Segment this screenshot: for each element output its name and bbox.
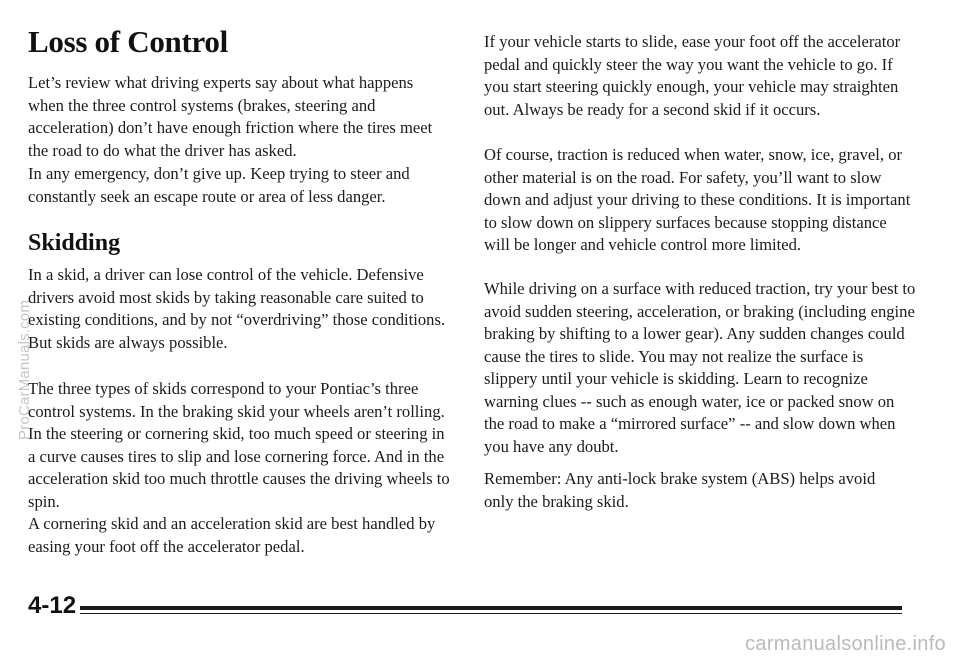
section-heading-skidding: Skidding bbox=[28, 230, 121, 256]
paragraph-review: Let’s review what driving experts say about what happens when the three control systems (brakes, steering and acceleration) don’t have enough friction where the tires meet the road to do what the driver has asked. bbox=[28, 73, 433, 160]
page-number: 4-12 bbox=[28, 592, 77, 619]
paragraph-cornering-skid: A cornering skid and an acceleration skid are best handled by easing your foot off the accelerator pedal. bbox=[28, 514, 436, 556]
paragraph-abs: Remember: Any anti-lock brake system (ABS) helps avoid only the braking skid. bbox=[484, 469, 876, 511]
footer-rule-thin bbox=[80, 613, 902, 614]
paragraph-slide: If your vehicle starts to slide, ease your foot off the accelerator pedal and quickly steer the way you want the vehicle to go. If you start steering quickly enough, your vehicle may straighten out. Always be ready for a second skid if it occurs. bbox=[484, 32, 901, 119]
paragraph-emergency: In any emergency, don’t give up. Keep trying to steer and constantly seek an escape route or area of less danger. bbox=[28, 164, 410, 206]
section-heading-loss-of-control: Loss of Control bbox=[28, 24, 228, 59]
paragraph-reduced-traction: While driving on a surface with reduced traction, try your best to avoid sudden steering, acceleration, or braking (including engine braking by shifting to a lower gear). Any sudden changes could cause the tires to slide. You may not realize the surface is slippery until your vehicle is skidding. Learn to recognize warning clues -- such as enough water, ice or packed snow on the road to make a “mirrored surface” -- and slow down when you have any doubt. bbox=[484, 279, 916, 456]
footer-rule-thick bbox=[80, 606, 902, 610]
paragraph-skid-types: The three types of skids correspond to your Pontiac’s three control systems. In the braking skid your wheels aren’t rolling. In the steering or cornering skid, too much speed or steering in a curve causes tires to slip and lose cornering force. And in the acceleration skid too much throttle causes the driving wheels to spin. bbox=[28, 379, 450, 511]
paragraph-skid-control: In a skid, a driver can lose control of the vehicle. Defensive drivers avoid most skids by taking reasonable care suited to existing conditions, and by not “overdriving” those conditions. But skids are always possible. bbox=[28, 265, 446, 352]
bottom-watermark: carmanualsonline.info bbox=[745, 633, 946, 655]
paragraph-traction: Of course, traction is reduced when water, snow, ice, gravel, or other material is on the road. For safety, you’ll want to slow down and adjust your driving to these conditions. It is important to slow down on slippery surfaces because stopping distance will be longer and vehicle control more limited. bbox=[484, 145, 911, 254]
side-watermark: ProCarManuals.com bbox=[16, 299, 33, 440]
